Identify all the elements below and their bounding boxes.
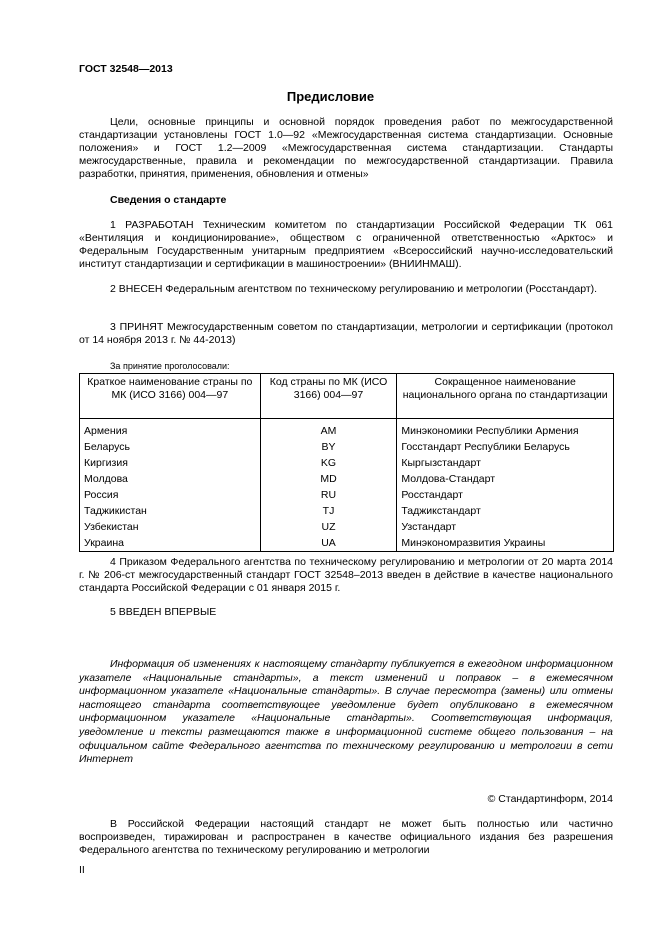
cell-country: Молдова bbox=[80, 471, 261, 487]
cell-code: TJ bbox=[260, 503, 397, 519]
table-row bbox=[80, 419, 614, 440]
cell-country: Армения bbox=[80, 419, 261, 440]
item-1-text: 1 РАЗРАБОТАН Техническим комитетом по стандартизации Российской Федерации ТК 061 «Вентиляция и кондиционирование», обществом с ограниченной ответственностью «Арктос» и Федеральным Государственным унитарным предприятием «Всероссийский научно-исследовательский институт стандартизации и сертификации в машиностроении» (ВНИИНМАШ). bbox=[79, 219, 613, 271]
doc-id-header: ГОСТ 32548—2013 bbox=[79, 63, 173, 75]
cell-country: Узбекистан bbox=[80, 519, 261, 535]
cell-country: Беларусь bbox=[80, 439, 261, 455]
cell-code: BY bbox=[260, 439, 397, 455]
voted-label: За принятие проголосовали: bbox=[110, 361, 230, 371]
item-4 bbox=[79, 556, 613, 595]
cell-org: Госстандарт Республики Беларусь bbox=[397, 439, 614, 455]
cell-country: Украина bbox=[80, 535, 261, 552]
table-row bbox=[80, 503, 614, 519]
cell-org: Минэкономразвития Украины bbox=[397, 535, 614, 552]
notice-paragraph bbox=[79, 658, 613, 767]
cell-code: KG bbox=[260, 455, 397, 471]
intro-text: Цели, основные принципы и основной порядок проведения работ по межгосударственной стандартизации установлены ГОСТ 1.0—92 «Межгосударственная система стандартизации. Основные положения» и ГОСТ 1.2—2009 «Межгосударственная система стандартизации. Стандарты межгосударственные, правила и рекомендации по межгосударственной стандартизации. Правила разработки, принятия, применения, обновления и отмены» bbox=[79, 116, 613, 181]
cell-country: Россия bbox=[80, 487, 261, 503]
cell-code: UZ bbox=[260, 519, 397, 535]
cell-code: MD bbox=[260, 471, 397, 487]
item-3 bbox=[79, 321, 613, 347]
col-header-org: Сокращенное наименование национального органа по стандартизации bbox=[397, 374, 614, 419]
cell-org: Росстандарт bbox=[397, 487, 614, 503]
cell-country: Таджикистан bbox=[80, 503, 261, 519]
table-row bbox=[80, 487, 614, 503]
cell-org: Минэкономики Республики Армения bbox=[397, 419, 614, 440]
cell-code: UA bbox=[260, 535, 397, 552]
page-title: Предисловие bbox=[286, 89, 375, 104]
cell-code: RU bbox=[260, 487, 397, 503]
item-4-text: 4 Приказом Федерального агентства по техническому регулированию и метрологии от 20 марта 2014 г. № 206-ст межгосударственный стандарт ГОСТ 32548–2013 введен в действие в качестве национального стандарта Российской Федерации с 01 января 2015 г. bbox=[79, 556, 613, 595]
rights-paragraph bbox=[79, 818, 613, 857]
intro-paragraph bbox=[79, 116, 613, 181]
item-5 bbox=[79, 606, 613, 619]
cell-code: AM bbox=[260, 419, 397, 440]
notice-text: Информация об изменениях к настоящему стандарту публикуется в ежегодном информационном указателе «Национальные стандарты», а текст изменений и поправок – в ежемесячном информационном указателе «Национальные стандарты». В случае пересмотра (замены) или отмены настоящего стандарта соответствующее уведомление будет опубликовано в ежемесячном информационном указателе «Национальные стандарты». Соответствующая информация, уведомление и тексты размещаются также в информационной системе общего пользования – на официальном сайте Федерального агентства по техническому регулированию и метрологии в сети Интернет bbox=[79, 658, 613, 766]
item-2-text: 2 ВНЕСЕН Федеральным агентством по техническому регулированию и метрологии (Росстандарт). bbox=[110, 283, 598, 295]
item-3-text: 3 ПРИНЯТ Межгосударственным советом по стандартизации, метрологии и сертификации (протокол от 14 ноября 2013 г. № 44-2013) bbox=[79, 321, 613, 347]
table-row bbox=[80, 535, 614, 552]
table-row bbox=[80, 439, 614, 455]
table-row bbox=[80, 519, 614, 535]
cell-org: Кыргызстандарт bbox=[397, 455, 614, 471]
rights-text: В Российской Федерации настоящий стандарт не может быть полностью или частично воспроизведен, тиражирован и распространен в качестве официального издания без разрешения Федерального агентства по техническому регулированию и метрологии bbox=[79, 818, 613, 857]
item-5-text: 5 ВВЕДЕН ВПЕРВЫЕ bbox=[110, 606, 217, 618]
table-row bbox=[80, 455, 614, 471]
info-heading: Сведения о стандарте bbox=[110, 194, 227, 206]
col-header-country: Краткое наименование страны по МК (ИСО 3166) 004—97 bbox=[80, 374, 261, 419]
table-row bbox=[80, 471, 614, 487]
copyright: © Стандартинформ, 2014 bbox=[487, 793, 613, 805]
cell-org: Молдова-Стандарт bbox=[397, 471, 614, 487]
table-header-row bbox=[80, 374, 614, 419]
cell-country: Киргизия bbox=[80, 455, 261, 471]
page-number: II bbox=[79, 864, 85, 876]
cell-org: Таджикстандарт bbox=[397, 503, 614, 519]
item-2 bbox=[79, 283, 613, 296]
voting-table bbox=[79, 373, 614, 552]
cell-org: Узстандарт bbox=[397, 519, 614, 535]
col-header-code: Код страны по МК (ИСО 3166) 004—97 bbox=[260, 374, 397, 419]
item-1 bbox=[79, 219, 613, 271]
